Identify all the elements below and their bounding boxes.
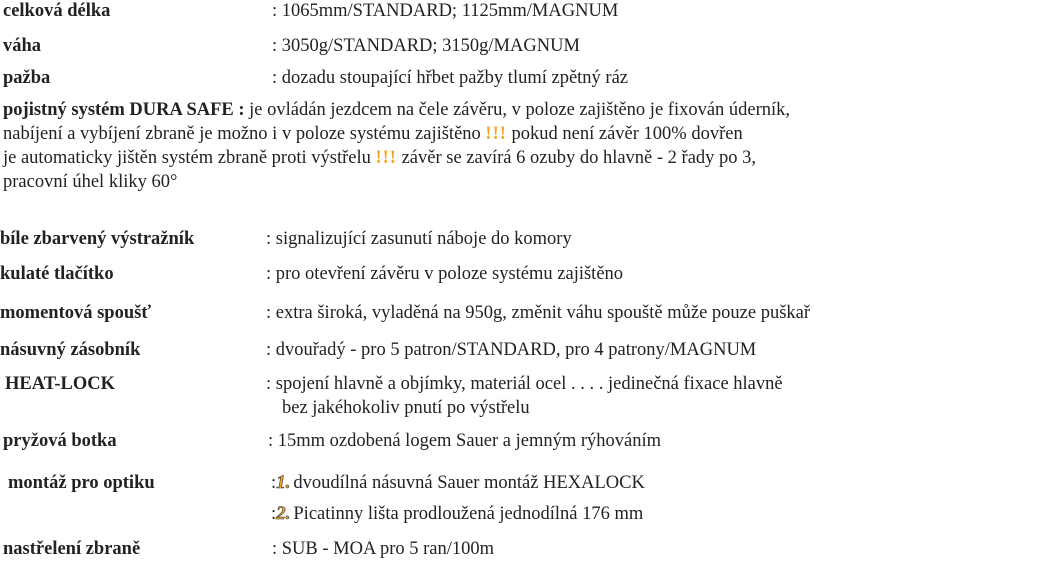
safety-line-1 [3,98,1061,122]
exclamation-mark: !!! [485,124,507,144]
safety-label: pojistný systém DURA SAFE : [3,100,245,120]
spec-label: násuvný zásobník [0,340,141,360]
spec-value: : signalizující zasunutí náboje do komory [266,229,572,249]
spec-label: momentová spoušť [0,303,151,323]
exclamation-mark: !!! [375,148,397,168]
spec-value: : dvouřadý - pro 5 patron/STANDARD, pro 4 patrony/MAGNUM [266,340,757,360]
safety-paragraph [3,98,1061,194]
spec-label: bíle zbarvený výstražník [0,229,195,249]
safety-line-3 [3,146,1061,170]
safety-line-4: pracovní úhel kliky 60° [3,172,178,192]
spec-value: : 3050g/STANDARD; 3150g/MAGNUM [272,36,580,56]
spec-value: : spojení hlavně a objímky, materiál ocel . . . . jedinečná fixace hlavně [266,374,783,394]
spec-label: pažba [3,68,51,88]
colon: : [271,473,277,493]
safety-text: je ovládán jezdcem na čele závěru, v poloze zajištěno je fixován úderník, [244,100,791,120]
spec-label: HEAT-LOCK [5,374,115,394]
spec-label: váha [3,36,42,56]
safety-text: závěr se zavírá 6 ozuby do hlavně - 2 řady po 3, [396,148,757,168]
spec-value: : dozadu stoupající hřbet pažby tlumí zpětný ráz [272,68,629,88]
spec-label: nastřelení zbraně [3,539,141,559]
spec-value: : 15mm ozdobená logem Sauer a jemným rýhováním [268,431,662,451]
safety-text: pokud není závěr 100% dovřen [506,124,743,144]
montaz-option-1: dvoudílná násuvná Sauer montáž HEXALOCK [293,473,645,493]
safety-line-2 [3,122,1061,146]
spec-value [271,472,645,494]
spec-label: celková délka [3,1,111,21]
number-badge-2: 2. [276,503,291,524]
safety-text: nabíjení a vybíjení zbraně je možno i v poloze systému zajištěno [3,124,486,144]
spec-value: bez jakéhokoliv pnutí po výstřelu [282,398,530,418]
spec-label: kulaté tlačítko [0,264,114,284]
number-badge-1: 1. [276,472,291,493]
spec-value: : SUB - MOA pro 5 ran/100m [272,539,494,559]
spec-label: pryžová botka [3,431,117,451]
spec-value [271,503,643,525]
montaz-option-2: Picatinny lišta prodloužená jednodílná 176 mm [293,504,644,524]
spec-label: montáž pro optiku [8,473,155,493]
spec-value: : extra široká, vyladěná na 950g, změnit váhu spouště může pouze puškař [266,303,811,323]
colon: : [271,504,277,524]
spec-value: : pro otevření závěru v poloze systému zajištěno [266,264,624,284]
safety-text: je automaticky jištěn systém zbraně proti výstřelu [3,148,376,168]
spec-value: : 1065mm/STANDARD; 1125mm/MAGNUM [272,1,619,21]
